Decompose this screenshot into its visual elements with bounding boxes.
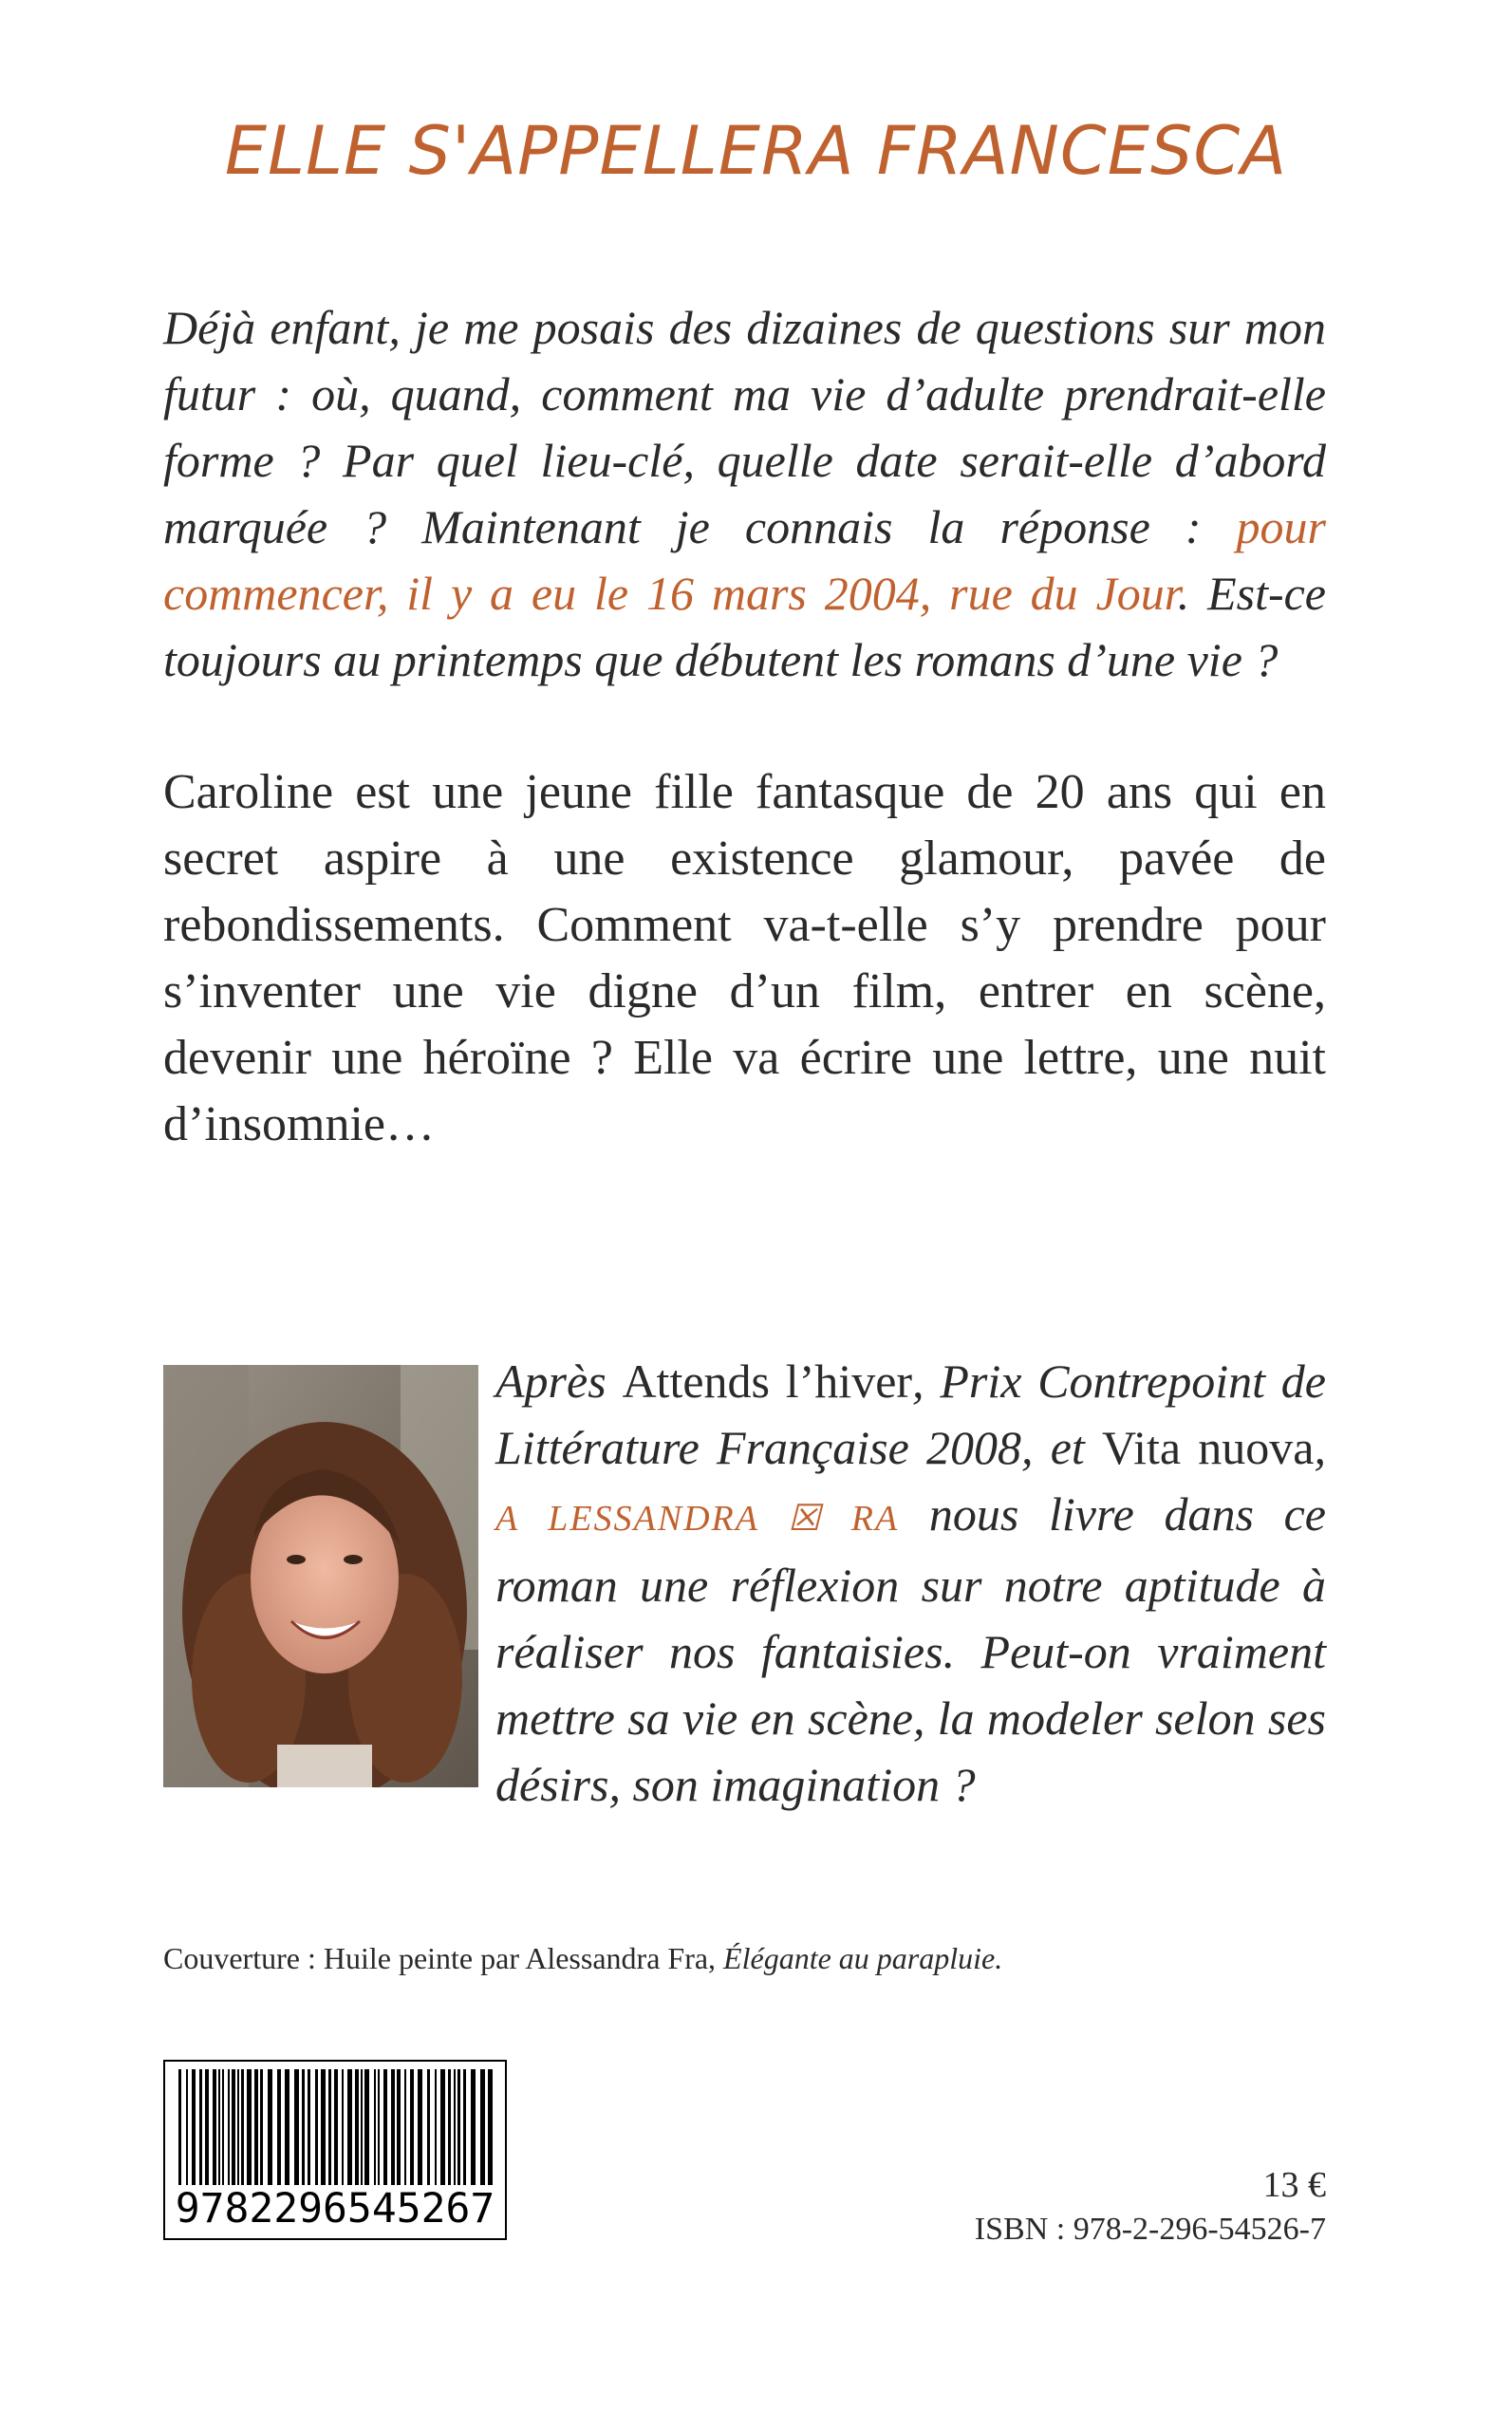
- author-name: A LESSANDRA ☒ RA: [495, 1499, 900, 1539]
- barcode-bar: [397, 2069, 401, 2185]
- price: 13 €: [1262, 2165, 1326, 2205]
- bio-after: Après: [495, 1354, 623, 1408]
- author-photo: [163, 1365, 478, 1787]
- book-title: ELLE S'APPELLERA FRANCESCA: [224, 112, 1288, 190]
- barcode-bar: [315, 2069, 318, 2185]
- barcode-bar: [410, 2069, 414, 2185]
- barcode-bar: [427, 2069, 430, 2185]
- barcode-bar: [328, 2069, 331, 2185]
- barcode-bar: [383, 2069, 387, 2185]
- barcode-bar: [463, 2069, 466, 2185]
- barcode-bar: [178, 2069, 181, 2185]
- barcode-bar: [454, 2069, 456, 2185]
- barcode-bar: [302, 2069, 305, 2185]
- bio-rest: nous livre dans ce roman une réflexion sur notre aptitude à réaliser nos fantaisies. Peut-on vraiment mettre sa vie en scène, la modeler selon ses désirs, son imagination ?: [495, 1487, 1326, 1811]
- isbn: ISBN : 978-2-296-54526-7: [974, 2212, 1326, 2247]
- bio-comma: ,: [1314, 1421, 1327, 1474]
- bio-prize: , Prix Contrepoint de Littérature Française 2008, et: [495, 1354, 1326, 1474]
- barcode-number: 9782296545267: [165, 2185, 505, 2233]
- barcode-bar: [488, 2069, 493, 2185]
- bio-book2: Vita nuova: [1102, 1421, 1315, 1474]
- barcode-bar: [247, 2069, 252, 2185]
- barcode-bar: [435, 2069, 437, 2185]
- barcode-bar: [355, 2069, 359, 2185]
- barcode-bar: [374, 2069, 376, 2185]
- intro-lead: Déjà enfant, je me posais des dizaines de questions sur mon futur : où, quand, comment ma vie d’adulte prendrait-elle forme ? Par quel lieu-clé, quelle date serait-elle d’abord marquée ? Maintenant je connais la réponse :: [163, 301, 1326, 553]
- barcode-bar: [192, 2069, 196, 2185]
- barcode-bar: [268, 2069, 272, 2185]
- barcode-bar: [254, 2069, 258, 2185]
- barcode-bar: [241, 2069, 244, 2185]
- cover-credit: [163, 1941, 1002, 1976]
- intro-highlight: pour commencer, il y a eu le 16 mars 2004, rue du Jour: [163, 500, 1326, 620]
- barcode-bar: [448, 2069, 451, 2185]
- barcode-bar: [404, 2069, 406, 2185]
- barcode-bar: [222, 2069, 224, 2185]
- barcode-bar: [321, 2069, 326, 2185]
- barcode-bar: [480, 2069, 485, 2185]
- author-bio-paragraph: [495, 1348, 1326, 1818]
- barcode-bar: [378, 2069, 380, 2185]
- barcode-bar: [361, 2069, 363, 2185]
- barcode-bar: [213, 2069, 216, 2185]
- barcode-bar: [457, 2069, 460, 2185]
- barcode-bar: [364, 2069, 369, 2185]
- barcode-bar: [334, 2069, 338, 2185]
- barcode-bar: [347, 2069, 352, 2185]
- intro-tail: . Est-ce toujours au printemps que débutent les romans d’une vie ?: [163, 567, 1326, 686]
- barcode-bar: [205, 2069, 209, 2185]
- intro-paragraph: [163, 294, 1326, 693]
- barcode-bar: [277, 2069, 281, 2185]
- cover-credit-prefix: Couverture : Huile peinte par Alessandra Fra,: [163, 1941, 724, 1975]
- barcode-bar: [471, 2069, 476, 2185]
- barcode-bar: [294, 2069, 299, 2185]
- barcode-bar: [342, 2069, 344, 2185]
- barcode-bar: [232, 2069, 235, 2185]
- barcode-bar: [440, 2069, 445, 2185]
- barcode-bar: [391, 2069, 395, 2185]
- barcode-bar: [186, 2069, 188, 2185]
- barcode-bar: [199, 2069, 202, 2185]
- summary-paragraph: Caroline est une jeune fille fantasque de 20 ans qui en secret aspire à une existence glamour, pavée de rebondissements. Comment va-t-elle s’y prendre pour s’inventer une vie digne d’un film, entrer en scène, devenir une héroïne ? Elle va écrire une lettre, une nuit d’insomnie…: [163, 765, 1326, 1151]
- barcode-bar: [237, 2069, 239, 2185]
- barcode: [163, 2060, 507, 2240]
- barcode-bar: [285, 2069, 289, 2185]
- barcode-bar: [228, 2069, 230, 2185]
- barcode-bar: [260, 2069, 263, 2185]
- cover-credit-work: Élégante au parapluie.: [723, 1941, 1003, 1975]
- barcode-bar: [218, 2069, 220, 2185]
- bio-book1: Attends l’hiver: [622, 1354, 913, 1408]
- barcode-bar: [308, 2069, 310, 2185]
- barcode-bar: [418, 2069, 422, 2185]
